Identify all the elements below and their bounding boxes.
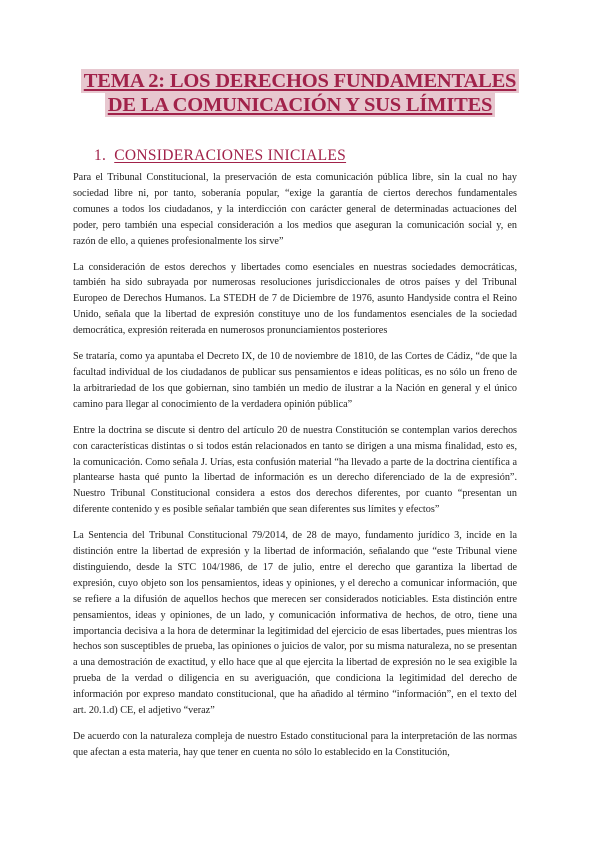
title-line-2: DE LA COMUNICACIÓN Y SUS LÍMITES — [105, 93, 496, 117]
body-text — [73, 170, 517, 771]
section-heading — [94, 146, 346, 166]
paragraph: De acuerdo con la naturaleza compleja de nuestro Estado constitucional para la interpretación de las normas que afectan a esta materia, hay que tener en cuenta no sólo lo establecido en la Constitución, — [73, 731, 517, 758]
paragraph: Para el Tribunal Constitucional, la preservación de esta comunicación pública libre, sin la cual no hay sociedad libre ni, por tanto, soberanía popular, “exige la garantía de ciertos derechos fundamentales comunes a todos los ciudadanos, y la interdicción con carácter general de determinadas actuaciones del poder, pero también una especial consideración a los medios que aseguran la comunicación social y, en razón de ello, a quienes profesionalmente los sirve” — [73, 172, 517, 247]
paragraph: Entre la doctrina se discute si dentro del artículo 20 de nuestra Constitución se contemplan varios derechos con características distintas o si todos están relacionados en tanto se dirigen a una misma finalidad, esto es, la comunicación. Como señala J. Urías, esta confusión material “ha llevado a parte de la doctrina científica a plantearse hasta qué punto la libertad de información es un derecho diferenciado de la de expresión”. Nuestro Tribunal Constitucional considera a estos dos derechos diferentes, por cuanto “presentan un diferente contenido y es posible señalar también que sean diferentes sus límites y efectos” — [73, 424, 517, 516]
paragraph: La Sentencia del Tribunal Constitucional 79/2014, de 28 de mayo, fundamento jurídico 3, incide en la distinción entre la libertad de expresión y la libertad de información, señalando que “este Tribunal viene distinguiendo, desde la STC 104/1986, de 17 de julio, entre el derecho que garantiza la libertad de expresión, cuyo objeto son los pensamientos, ideas y opiniones, y el derecho a comunicar información, que se refiere a la difusión de aquellos hechos que merecen ser considerados noticiables. Esta distinción entre pensamientos, ideas y opiniones, de un lado, y comunicación informativa de hechos, de otro, tiene una importancia decisiva a la hora de determinar la legitimidad del ejercicio de esas libertades, pues mientras los hechos son susceptibles de prueba, las opiniones o juicios de valor, por su misma naturaleza, no se presentan a una demostración de exactitud, y ello hace que al que ejercita la libertad de expresión no le sea exigible la prueba de la verdad o diligencia en su averiguación, que condiciona la legitimidad del derecho de información por expreso mandato constitucional, que ha añadido al término “información”, en el texto del art. 20.1.d) CE, el adjetivo “veraz” — [73, 530, 517, 717]
section-number: 1. — [94, 147, 107, 164]
title-line-1: TEMA 2: LOS DERECHOS FUNDAMENTALES — [81, 69, 520, 93]
document-title — [80, 69, 520, 117]
section-title: CONSIDERACIONES INICIALES — [114, 147, 347, 164]
paragraph: Se trataría, como ya apuntaba el Decreto IX, de 10 de noviembre de 1810, de las Cortes de Cádiz, “de que la facultad individual de los ciudadanos de publicar sus pensamientos e ideas políticas, es no sólo un freno de la arbitrariedad de los que gobiernan, sino también un medio de ilustrar a la Nación en general y el único camino para llegar al conocimiento de la verdadera opinión pública” — [73, 351, 517, 410]
paragraph: La consideración de estos derechos y libertades como esenciales en nuestras sociedades democráticas, también ha sido subrayada por numerosas resoluciones jurisdiccionales de otros países y del Tribunal Europeo de Derechos Humanos. La STEDH de 7 de Diciembre de 1976, asunto Handyside contra el Reino Unido, señala que la libertad de expresión constituye uno de los fundamentos esenciales de la sociedad democrática, expresión reiterada en numerosos pronunciamientos posteriores — [73, 261, 517, 337]
